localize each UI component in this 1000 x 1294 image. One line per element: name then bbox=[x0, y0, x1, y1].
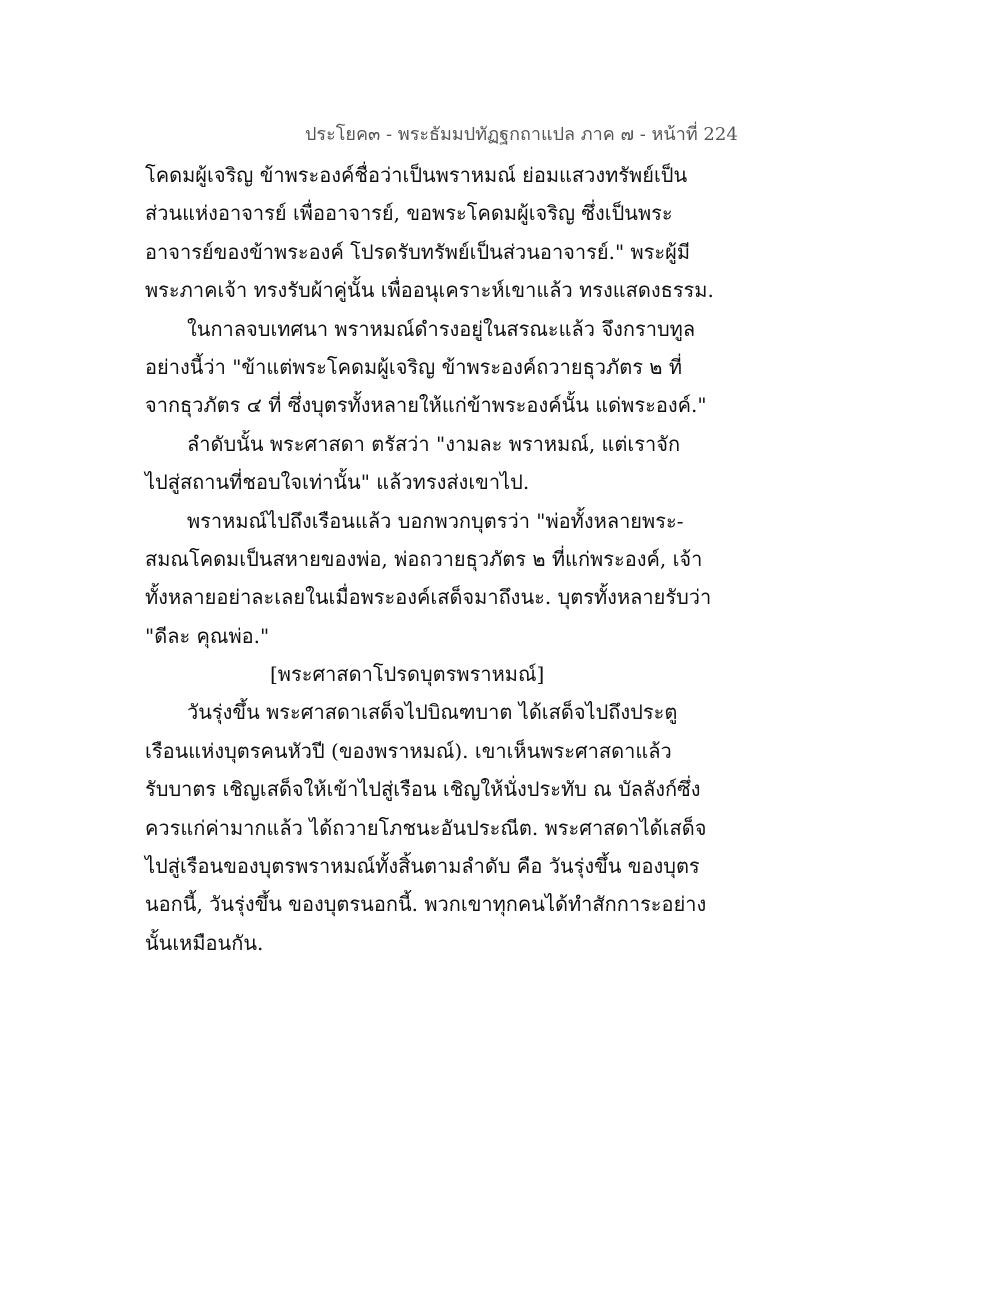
text-line: นอกนี้, วันรุ่งขึ้น ของบุตรนอกนี้. พวกเขาทุกคนได้ทำสักการะอย่าง bbox=[145, 892, 707, 917]
text-line: อาจารย์ของข้าพระองค์ โปรดรับทรัพย์เป็นส่วนอาจารย์." พระผู้มี bbox=[145, 239, 691, 264]
text-line: โคดมผู้เจริญ ข้าพระองค์ชื่อว่าเป็นพราหมณ์ ย่อมแสวงทรัพย์เป็น bbox=[145, 163, 688, 187]
text-line: ทั้งหลายอย่าละเลยในเมื่อพระองค์เสด็จมาถึงนะ. บุตรทั้งหลายรับว่า bbox=[145, 585, 712, 610]
text-line: จากธุวภัตร ๔ ที่ ซึ่งบุตรทั้งหลายให้แก่ข้าพระองค์นั้น แด่พระองค์." bbox=[145, 393, 707, 418]
text-line: พราหมณ์ไปถึงเรือนแล้ว บอกพวกบุตรว่า "พ่อทั้งหลายพระ- bbox=[187, 508, 684, 533]
text-line: ลำดับนั้น พระศาสดา ตรัสว่า "งามละ พราหมณ์, แต่เราจัก bbox=[187, 431, 681, 456]
body-text bbox=[145, 156, 715, 962]
text-line: ส่วนแห่งอาจารย์ เพื่ออาจารย์, ขอพระโคดมผู้เจริญ ซึ่งเป็นพระ bbox=[145, 201, 673, 226]
text-line: พระภาคเจ้า ทรงรับผ้าคู่นั้น เพื่ออนุเคราะห์เขาแล้ว ทรงแสดงธรรม. bbox=[145, 278, 714, 303]
text-line: นั้นเหมือนกัน. bbox=[145, 930, 264, 955]
section-heading: [พระศาสดาโปรดบุตรพราหมณ์] bbox=[270, 662, 545, 687]
text-line: ควรแก่ค่ามากแล้ว ได้ถวายโภชนะอันประณีต. พระศาสดาได้เสด็จ bbox=[145, 815, 707, 840]
text-line: วันรุ่งขึ้น พระศาสดาเสด็จไปบิณฑบาต ได้เสด็จไปถึงประตู bbox=[187, 700, 678, 725]
text-line: ในกาลจบเทศนา พราหมณ์ดำรงอยู่ในสรณะแล้ว จึงกราบทูล bbox=[187, 316, 696, 341]
text-line: รับบาตร เชิญเสด็จให้เข้าไปสู่เรือน เชิญให้นั่งประทับ ณ บัลลังก์ซึ่ง bbox=[145, 777, 701, 802]
text-line: เรือนแห่งบุตรคนหัวปี (ของพราหมณ์). เขาเห็นพระศาสดาแล้ว bbox=[145, 738, 672, 763]
running-header: ประโยค๓ - พระธัมมปทัฏฐกถาแปล ภาค ๗ - หน้าที่ 224 bbox=[305, 124, 738, 145]
text-line: ไปสู่สถานที่ชอบใจเท่านั้น" แล้วทรงส่งเขาไป. bbox=[145, 470, 530, 495]
text-line: สมณโคดมเป็นสหายของพ่อ, พ่อถวายธุวภัตร ๒ ที่แก่พระองค์, เจ้า bbox=[145, 546, 703, 571]
text-line: "ดีละ คุณพ่อ." bbox=[145, 623, 270, 648]
text-line: อย่างนี้ว่า "ข้าแต่พระโคดมผู้เจริญ ข้าพระองค์ถวายธุวภัตร ๒ ที่ bbox=[145, 354, 683, 379]
text-line: ไปสู่เรือนของบุตรพราหมณ์ทั้งสิ้นตามลำดับ คือ วันรุ่งขึ้น ของบุตร bbox=[145, 854, 700, 879]
